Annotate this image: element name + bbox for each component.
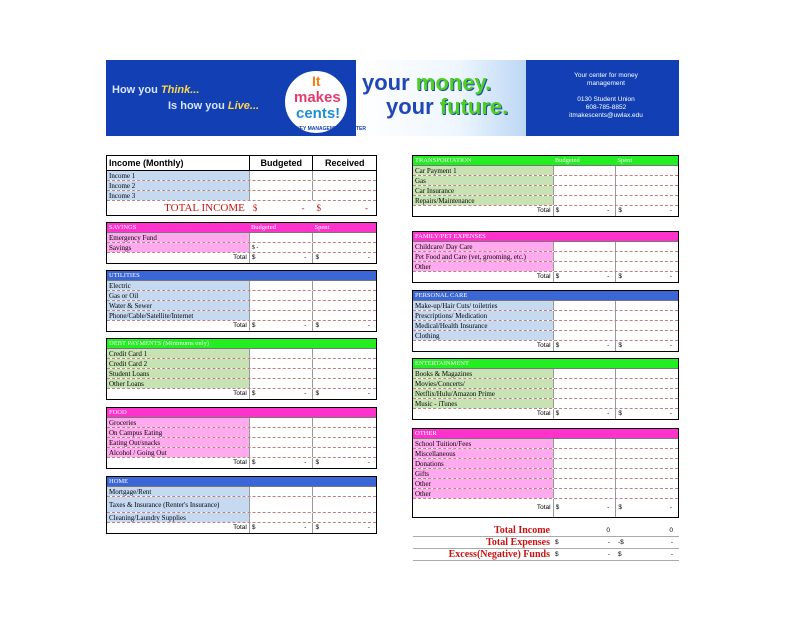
tagline-think: How you Think... (112, 84, 200, 96)
home-section: HOME Mortgage/Rent Taxes & Insurance (Renter's Insurance) Cleaning/Laundry Supplies Total $ - $ - (106, 476, 377, 534)
budgeted-cell[interactable] (249, 171, 313, 180)
row-label: Water & Sewer (107, 301, 249, 310)
actual-cell[interactable] (312, 311, 376, 320)
actual-cell[interactable] (312, 191, 376, 200)
budget-row-clothing (413, 331, 678, 341)
budgeted-cell[interactable] (249, 181, 313, 190)
actual-cell[interactable] (615, 469, 678, 478)
entertainment-section: ENTERTAINMENT Books & Magazines Movies/Concerts/ Netflix/Hulu/Amazon Prime Music - iTunes Total $ - $ - (412, 358, 679, 420)
row-label: Taxes & Insurance (Renter's Insurance) (107, 497, 249, 512)
budgeted-cell[interactable] (553, 379, 616, 388)
budgeted-cell[interactable] (553, 389, 616, 398)
row-label: Gas (413, 176, 553, 185)
total-income-row: TOTAL INCOME $ - $ - (164, 202, 369, 214)
utilities-section: UTILITIES Electric Gas or Oil Water & Sewer Phone/Cable/Satellite/Internet Total $ - $ - (106, 270, 377, 332)
budget-row-eating-out-snacks (107, 438, 376, 448)
budget-row-gas (413, 176, 678, 186)
budgeted-cell[interactable] (249, 311, 313, 320)
budgeted-cell[interactable] (249, 191, 313, 200)
svg-text:cents!: cents! (296, 105, 341, 122)
actual-cell[interactable] (312, 301, 376, 310)
actual-cell[interactable] (312, 281, 376, 290)
row-label: Car Insurance (413, 186, 553, 195)
row-label: Phone/Cable/Satellite/Internet (107, 311, 249, 320)
row-label: Student Loans (107, 369, 249, 378)
row-label: Credit Card 2 (107, 359, 249, 368)
budgeted-cell[interactable] (249, 349, 313, 358)
row-label: Credit Card 1 (107, 349, 249, 358)
row-label: Groceries (107, 418, 249, 427)
budgeted-cell[interactable] (553, 252, 616, 261)
budgeted-cell[interactable] (553, 242, 616, 251)
budget-row-music-itunes (413, 399, 678, 409)
budget-row-groceries (107, 418, 376, 428)
budget-row-credit-card-2 (107, 359, 376, 369)
budget-row-other (413, 489, 678, 499)
it-makes-cents-logo (274, 64, 366, 136)
budgeted-cell[interactable] (249, 487, 313, 496)
budgeted-cell[interactable] (249, 291, 313, 300)
actual-cell[interactable] (312, 438, 376, 447)
row-label: Make-up/Hair Cuts/ toiletries (413, 301, 553, 310)
budgeted-cell[interactable] (553, 439, 616, 448)
budget-row-emergency-fund (107, 233, 376, 243)
actual-cell[interactable] (615, 489, 678, 498)
svg-text:makes: makes (294, 89, 341, 106)
actual-cell[interactable] (312, 513, 376, 522)
budgeted-cell[interactable] (553, 186, 616, 195)
actual-cell[interactable] (615, 369, 678, 378)
personal-care-section: PERSONAL CARE Make-up/Hair Cuts/ toiletries Prescriptions/ Medication Medical/Health Insurance Clothing Total $ - $ - (412, 290, 679, 352)
row-label: Prescriptions/ Medication (413, 311, 553, 320)
income-rows (107, 171, 376, 201)
actual-cell[interactable] (312, 487, 376, 496)
actual-cell[interactable] (615, 321, 678, 330)
row-label: Gifts (413, 469, 553, 478)
row-label: On Campus Eating (107, 428, 249, 437)
row-label: Alcohol / Going Out (107, 448, 249, 457)
budget-row-medical-health-insurance (413, 321, 678, 331)
actual-cell[interactable] (615, 331, 678, 340)
actual-cell[interactable] (312, 379, 376, 388)
actual-cell[interactable] (615, 379, 678, 388)
budgeted-cell[interactable] (553, 331, 616, 340)
budgeted-cell[interactable] (553, 321, 616, 330)
budgeted-cell[interactable] (553, 369, 616, 378)
actual-cell[interactable] (312, 171, 376, 180)
budget-row-school-tuition-fees (413, 439, 678, 449)
row-label: Other (413, 262, 553, 271)
actual-cell[interactable] (615, 196, 678, 205)
row-label: School Tuition/Fees (413, 439, 553, 448)
svg-text:It: It (312, 73, 321, 89)
savings-section: SAVINGS Budgeted Spent Emergency Fund Savings $ - Total $ - $ - (106, 222, 377, 264)
budgeted-cell[interactable] (249, 438, 313, 447)
header-banner (106, 60, 679, 136)
slogan-future: your future. (386, 94, 509, 119)
row-label: Income 3 (107, 191, 249, 200)
budgeted-cell[interactable]: $ - (249, 243, 313, 252)
budgeted-cell[interactable] (249, 233, 313, 242)
budget-row-on-campus-eating (107, 428, 376, 438)
budget-row-other-loans (107, 379, 376, 389)
tagline-live: Is how you Live... (168, 100, 260, 112)
budget-row-make-up-hair-cuts-toiletries (413, 301, 678, 311)
budget-row-netflix-hulu-amazon-prime (413, 389, 678, 399)
actual-cell[interactable] (312, 418, 376, 427)
row-label: Medical/Health Insurance (413, 321, 553, 330)
row-label: Pet Food and Care (vet, grooming, etc.) (413, 252, 553, 261)
actual-cell[interactable] (312, 369, 376, 378)
budget-row-repairs-maintenance (413, 196, 678, 206)
budgeted-cell[interactable] (553, 449, 616, 458)
budget-row-car-insurance (413, 186, 678, 196)
actual-cell[interactable] (615, 176, 678, 185)
actual-cell[interactable] (312, 428, 376, 437)
actual-cell[interactable] (312, 233, 376, 242)
row-label: Clothing (413, 331, 553, 340)
budget-row-alcohol-going-out (107, 448, 376, 458)
budgeted-cell[interactable] (553, 489, 616, 498)
row-label: Mortgage/Rent (107, 487, 249, 496)
budget-row-income-3 (107, 191, 376, 201)
budget-row-movies-concerts (413, 379, 678, 389)
budget-row-donations (413, 459, 678, 469)
budgeted-cell[interactable] (249, 418, 313, 427)
budgeted-cell[interactable] (553, 311, 616, 320)
budgeted-cell[interactable] (553, 301, 616, 310)
budgeted-cell[interactable] (553, 166, 616, 175)
budgeted-cell[interactable] (553, 479, 616, 488)
actual-cell[interactable] (615, 252, 678, 261)
row-label: Cleaning/Laundry Supplies (107, 513, 249, 522)
budget-row-other (413, 262, 678, 272)
budget-row-savings (107, 243, 376, 253)
budget-row-books-magazines (413, 369, 678, 379)
budgeted-cell[interactable] (249, 281, 313, 290)
actual-cell[interactable] (615, 311, 678, 320)
debt-section: DEBT PAYMENTS (Minimums only) Credit Card 1 Credit Card 2 Student Loans Other Loans Total $ - $ - (106, 338, 377, 400)
actual-cell[interactable] (312, 359, 376, 368)
budgeted-cell[interactable] (553, 196, 616, 205)
budget-row-childcare-day-care (413, 242, 678, 252)
food-section: FOOD Groceries On Campus Eating Eating Out/snacks Alcohol / Going Out Total $ - $ - (106, 407, 377, 469)
row-label: Books & Magazines (413, 369, 553, 378)
actual-cell[interactable] (312, 181, 376, 190)
center-info: Your center for money management 0130 Student Union 608-785-8852 itmakescents@uwlax.edu (569, 72, 643, 119)
budget-row-other (413, 479, 678, 489)
actual-cell[interactable] (312, 448, 376, 457)
row-label: Other (413, 479, 553, 488)
row-label: Savings (107, 243, 249, 252)
budget-row-student-loans (107, 369, 376, 379)
row-label: Donations (413, 459, 553, 468)
row-label: Childcare/ Day Care (413, 242, 553, 251)
row-label: Gas or Oil (107, 291, 249, 300)
budgeted-cell[interactable] (249, 359, 313, 368)
actual-cell[interactable] (615, 301, 678, 310)
row-label: Repairs/Maintenance (413, 196, 553, 205)
budget-row-electric (107, 281, 376, 291)
row-label: Other (413, 489, 553, 498)
transportation-section: TRANSPORTATION Budgeted Spent Car Payment 1 Gas Car Insurance Repairs/Maintenance Total $ - $ - (412, 155, 679, 217)
income-table (106, 155, 377, 216)
actual-cell[interactable] (615, 166, 678, 175)
row-label: Other Loans (107, 379, 249, 388)
actual-cell[interactable] (615, 439, 678, 448)
slogan-money: your money. (362, 70, 492, 95)
actual-cell[interactable] (615, 449, 678, 458)
actual-cell[interactable] (312, 291, 376, 300)
other-section: OTHER School Tuition/Fees Miscellaneous Donations Gifts Other Other Total $ - $ - (412, 428, 679, 518)
row-label: Eating Out/snacks (107, 438, 249, 447)
row-label: Music - iTunes (413, 399, 553, 408)
row-label: Netflix/Hulu/Amazon Prime (413, 389, 553, 398)
actual-cell[interactable] (615, 479, 678, 488)
budgeted-cell[interactable] (249, 369, 313, 378)
row-label: Car Payment 1 (413, 166, 553, 175)
row-label: Movies/Concerts/ (413, 379, 553, 388)
budgeted-cell[interactable] (249, 379, 313, 388)
budget-row-gas-or-oil (107, 291, 376, 301)
budgeted-cell[interactable] (249, 301, 313, 310)
budget-row-income-1 (107, 171, 376, 181)
family-pet-section: FAMILY/PET EXPENSES Childcare/ Day Care Pet Food and Care (vet, grooming, etc.) Other Total $ - $ - (412, 231, 679, 283)
income-header: Income (Monthly) Budgeted Received (107, 156, 376, 171)
budget-row-car-payment-1 (413, 166, 678, 176)
actual-cell[interactable] (615, 262, 678, 271)
budgeted-cell[interactable] (553, 176, 616, 185)
row-label: Income 2 (107, 181, 249, 190)
budgeted-cell[interactable] (249, 497, 313, 512)
budget-row-taxes-insurance-renter-s-insurance (107, 497, 376, 513)
budget-row-miscellaneous (413, 449, 678, 459)
actual-cell[interactable] (312, 243, 376, 252)
row-label: Electric (107, 281, 249, 290)
actual-cell[interactable] (312, 497, 376, 512)
budgeted-cell[interactable] (553, 399, 616, 408)
budgeted-cell[interactable] (249, 513, 313, 522)
budget-row-gifts (413, 469, 678, 479)
budget-row-pet-food-and-care-vet-grooming-etc (413, 252, 678, 262)
budget-row-mortgage-rent (107, 487, 376, 497)
budgeted-cell[interactable] (249, 448, 313, 457)
budgeted-cell[interactable] (553, 262, 616, 271)
actual-cell[interactable] (615, 186, 678, 195)
actual-cell[interactable] (615, 242, 678, 251)
budget-row-income-2 (107, 181, 376, 191)
actual-cell[interactable] (615, 389, 678, 398)
summary-total-expenses: Total Expenses $ - -$ - (413, 537, 679, 549)
budgeted-cell[interactable] (249, 428, 313, 437)
budget-row-phone-cable-satellite-internet (107, 311, 376, 321)
budget-row-cleaning-laundry-supplies (107, 513, 376, 523)
actual-cell[interactable] (615, 399, 678, 408)
budgeted-cell[interactable] (553, 459, 616, 468)
row-label: Miscellaneous (413, 449, 553, 458)
budget-row-prescriptions-medication (413, 311, 678, 321)
summary-total-income: Total Income 0 0 (413, 525, 679, 537)
row-label: Emergency Fund (107, 233, 249, 242)
actual-cell[interactable] (615, 459, 678, 468)
svg-text:MONEY MANAGEMENT CENTER: MONEY MANAGEMENT CENTER (288, 126, 366, 132)
row-label: Income 1 (107, 171, 249, 180)
summary-excess-funds: Excess(Negative) Funds $ - $ - (413, 549, 679, 561)
budgeted-cell[interactable] (553, 469, 616, 478)
budget-row-water-sewer (107, 301, 376, 311)
budget-row-credit-card-1 (107, 349, 376, 359)
actual-cell[interactable] (312, 349, 376, 358)
summary-table (413, 525, 679, 561)
